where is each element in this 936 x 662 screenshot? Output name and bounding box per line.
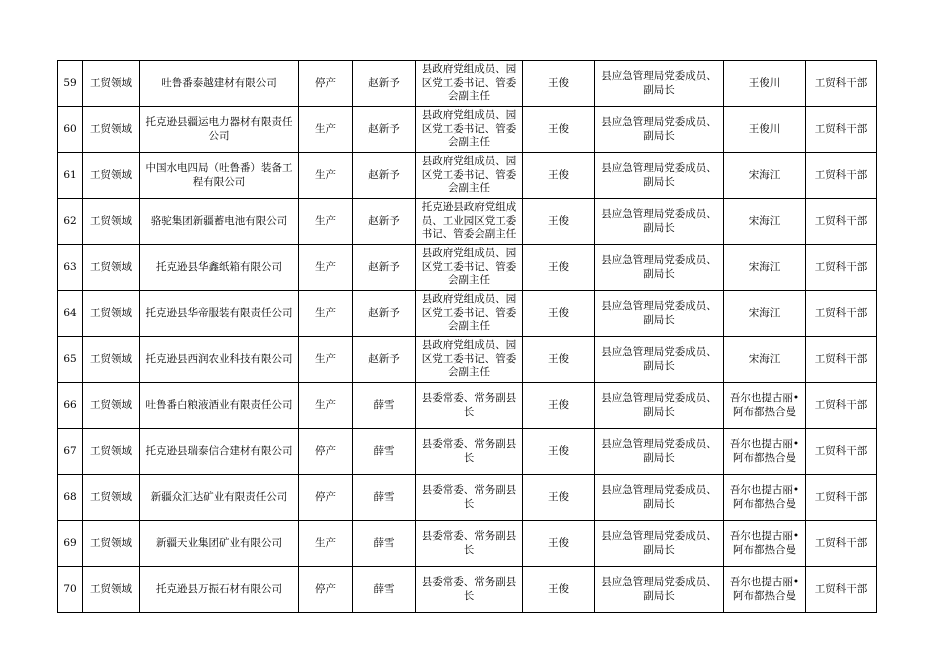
department-leader-name-cell: 王俊 (523, 291, 595, 337)
table-row (58, 245, 877, 291)
field-cell: 工贸领域 (83, 337, 140, 383)
county-leader-title-cell: 县委常委、常务副县长 (416, 383, 523, 429)
department-leader-name-cell: 王俊 (523, 245, 595, 291)
department-leader-name-cell: 王俊 (523, 61, 595, 107)
county-leader-name-cell: 薛雪 (353, 383, 416, 429)
department-leader-name-cell: 王俊 (523, 383, 595, 429)
table-row (58, 199, 877, 245)
inspector-title-cell: 工贸科干部 (806, 153, 877, 199)
county-leader-name-cell: 赵新予 (353, 291, 416, 337)
inspector-title-cell: 工贸科干部 (806, 429, 877, 475)
table-row (58, 429, 877, 475)
field-cell: 工贸领域 (83, 107, 140, 153)
production-status-cell: 生产 (299, 337, 353, 383)
county-leader-name-cell: 赵新予 (353, 61, 416, 107)
table-row (58, 567, 877, 613)
production-status-cell: 停产 (299, 61, 353, 107)
production-status-cell: 生产 (299, 291, 353, 337)
county-leader-name-cell: 赵新予 (353, 107, 416, 153)
county-leader-name-cell: 赵新予 (353, 245, 416, 291)
inspector-name-cell: 吾尔也提古丽•阿布都热合曼 (724, 521, 806, 567)
department-leader-title-cell: 县应急管理局党委成员、副局长 (595, 475, 724, 521)
table-row (58, 153, 877, 199)
field-cell: 工贸领域 (83, 383, 140, 429)
company-name-cell: 吐鲁番泰越建材有限公司 (140, 61, 299, 107)
department-leader-name-cell: 王俊 (523, 429, 595, 475)
row-number-cell: 63 (58, 245, 83, 291)
row-number-cell: 59 (58, 61, 83, 107)
company-name-cell: 托克逊县华鑫纸箱有限公司 (140, 245, 299, 291)
row-number-cell: 64 (58, 291, 83, 337)
production-status-cell: 停产 (299, 429, 353, 475)
inspector-name-cell: 宋海江 (724, 199, 806, 245)
inspector-name-cell: 宋海江 (724, 291, 806, 337)
inspector-title-cell: 工贸科干部 (806, 245, 877, 291)
row-number-cell: 65 (58, 337, 83, 383)
county-leader-name-cell: 薛雪 (353, 521, 416, 567)
company-name-cell: 中国水电四局（吐鲁番）装备工程有限公司 (140, 153, 299, 199)
company-name-cell: 吐鲁番白粮液酒业有限责任公司 (140, 383, 299, 429)
county-leader-title-cell: 县委常委、常务副县长 (416, 521, 523, 567)
county-leader-title-cell: 县委常委、常务副县长 (416, 429, 523, 475)
table-row (58, 61, 877, 107)
production-status-cell: 停产 (299, 475, 353, 521)
inspector-name-cell: 吾尔也提古丽•阿布都热合曼 (724, 429, 806, 475)
production-status-cell: 停产 (299, 567, 353, 613)
county-leader-title-cell: 县政府党组成员、园区党工委书记、管委会副主任 (416, 153, 523, 199)
row-number-cell: 68 (58, 475, 83, 521)
inspector-title-cell: 工贸科干部 (806, 475, 877, 521)
department-leader-name-cell: 王俊 (523, 567, 595, 613)
department-leader-name-cell: 王俊 (523, 107, 595, 153)
row-number-cell: 69 (58, 521, 83, 567)
inspector-name-cell: 宋海江 (724, 245, 806, 291)
county-leader-title-cell: 托克逊县政府党组成员、工业园区党工委书记、管委会副主任 (416, 199, 523, 245)
row-number-cell: 62 (58, 199, 83, 245)
inspector-title-cell: 工贸科干部 (806, 199, 877, 245)
responsibility-table (57, 60, 877, 613)
department-leader-title-cell: 县应急管理局党委成员、副局长 (595, 107, 724, 153)
inspector-title-cell: 工贸科干部 (806, 107, 877, 153)
inspector-name-cell: 吾尔也提古丽•阿布都热合曼 (724, 383, 806, 429)
field-cell: 工贸领域 (83, 291, 140, 337)
department-leader-title-cell: 县应急管理局党委成员、副局长 (595, 521, 724, 567)
production-status-cell: 生产 (299, 107, 353, 153)
production-status-cell: 生产 (299, 245, 353, 291)
table-body (58, 61, 877, 613)
field-cell: 工贸领域 (83, 61, 140, 107)
row-number-cell: 70 (58, 567, 83, 613)
county-leader-title-cell: 县政府党组成员、园区党工委书记、管委会副主任 (416, 107, 523, 153)
county-leader-title-cell: 县政府党组成员、园区党工委书记、管委会副主任 (416, 291, 523, 337)
field-cell: 工贸领域 (83, 153, 140, 199)
county-leader-name-cell: 赵新予 (353, 199, 416, 245)
row-number-cell: 67 (58, 429, 83, 475)
county-leader-name-cell: 薛雪 (353, 475, 416, 521)
company-name-cell: 骆驼集团新疆蓄电池有限公司 (140, 199, 299, 245)
department-leader-name-cell: 王俊 (523, 521, 595, 567)
inspector-title-cell: 工贸科干部 (806, 337, 877, 383)
department-leader-title-cell: 县应急管理局党委成员、副局长 (595, 245, 724, 291)
department-leader-name-cell: 王俊 (523, 475, 595, 521)
inspector-name-cell: 吾尔也提古丽•阿布都热合曼 (724, 475, 806, 521)
production-status-cell: 生产 (299, 199, 353, 245)
county-leader-name-cell: 薛雪 (353, 429, 416, 475)
inspector-title-cell: 工贸科干部 (806, 567, 877, 613)
department-leader-title-cell: 县应急管理局党委成员、副局长 (595, 429, 724, 475)
department-leader-title-cell: 县应急管理局党委成员、副局长 (595, 337, 724, 383)
field-cell: 工贸领域 (83, 475, 140, 521)
department-leader-name-cell: 王俊 (523, 199, 595, 245)
department-leader-name-cell: 王俊 (523, 153, 595, 199)
inspector-title-cell: 工贸科干部 (806, 521, 877, 567)
department-leader-title-cell: 县应急管理局党委成员、副局长 (595, 567, 724, 613)
county-leader-name-cell: 赵新予 (353, 153, 416, 199)
table-row (58, 521, 877, 567)
county-leader-title-cell: 县政府党组成员、园区党工委书记、管委会副主任 (416, 61, 523, 107)
county-leader-title-cell: 县委常委、常务副县长 (416, 567, 523, 613)
field-cell: 工贸领域 (83, 567, 140, 613)
company-name-cell: 托克逊县万振石材有限公司 (140, 567, 299, 613)
row-number-cell: 66 (58, 383, 83, 429)
company-name-cell: 托克逊县瑞泰信合建材有限公司 (140, 429, 299, 475)
department-leader-title-cell: 县应急管理局党委成员、副局长 (595, 153, 724, 199)
production-status-cell: 生产 (299, 153, 353, 199)
inspector-title-cell: 工贸科干部 (806, 383, 877, 429)
county-leader-title-cell: 县政府党组成员、园区党工委书记、管委会副主任 (416, 337, 523, 383)
table-row (58, 107, 877, 153)
inspector-title-cell: 工贸科干部 (806, 61, 877, 107)
inspector-name-cell: 宋海江 (724, 153, 806, 199)
department-leader-title-cell: 县应急管理局党委成员、副局长 (595, 61, 724, 107)
table-row (58, 337, 877, 383)
row-number-cell: 61 (58, 153, 83, 199)
department-leader-title-cell: 县应急管理局党委成员、副局长 (595, 291, 724, 337)
inspector-name-cell: 宋海江 (724, 337, 806, 383)
company-name-cell: 新疆众汇达矿业有限责任公司 (140, 475, 299, 521)
department-leader-name-cell: 王俊 (523, 337, 595, 383)
inspector-name-cell: 吾尔也提古丽•阿布都热合曼 (724, 567, 806, 613)
field-cell: 工贸领域 (83, 429, 140, 475)
inspector-name-cell: 王俊川 (724, 107, 806, 153)
table-row (58, 475, 877, 521)
row-number-cell: 60 (58, 107, 83, 153)
company-name-cell: 新疆天业集团矿业有限公司 (140, 521, 299, 567)
field-cell: 工贸领域 (83, 245, 140, 291)
field-cell: 工贸领域 (83, 521, 140, 567)
table-row (58, 383, 877, 429)
company-name-cell: 托克逊县疆运电力器材有限责任公司 (140, 107, 299, 153)
department-leader-title-cell: 县应急管理局党委成员、副局长 (595, 383, 724, 429)
county-leader-title-cell: 县委常委、常务副县长 (416, 475, 523, 521)
county-leader-name-cell: 赵新予 (353, 337, 416, 383)
company-name-cell: 托克逊县西润农业科技有限公司 (140, 337, 299, 383)
county-leader-name-cell: 薛雪 (353, 567, 416, 613)
field-cell: 工贸领域 (83, 199, 140, 245)
inspector-title-cell: 工贸科干部 (806, 291, 877, 337)
inspector-name-cell: 王俊川 (724, 61, 806, 107)
company-name-cell: 托克逊县华帝服装有限责任公司 (140, 291, 299, 337)
table-row (58, 291, 877, 337)
county-leader-title-cell: 县政府党组成员、园区党工委书记、管委会副主任 (416, 245, 523, 291)
department-leader-title-cell: 县应急管理局党委成员、副局长 (595, 199, 724, 245)
production-status-cell: 生产 (299, 383, 353, 429)
production-status-cell: 生产 (299, 521, 353, 567)
